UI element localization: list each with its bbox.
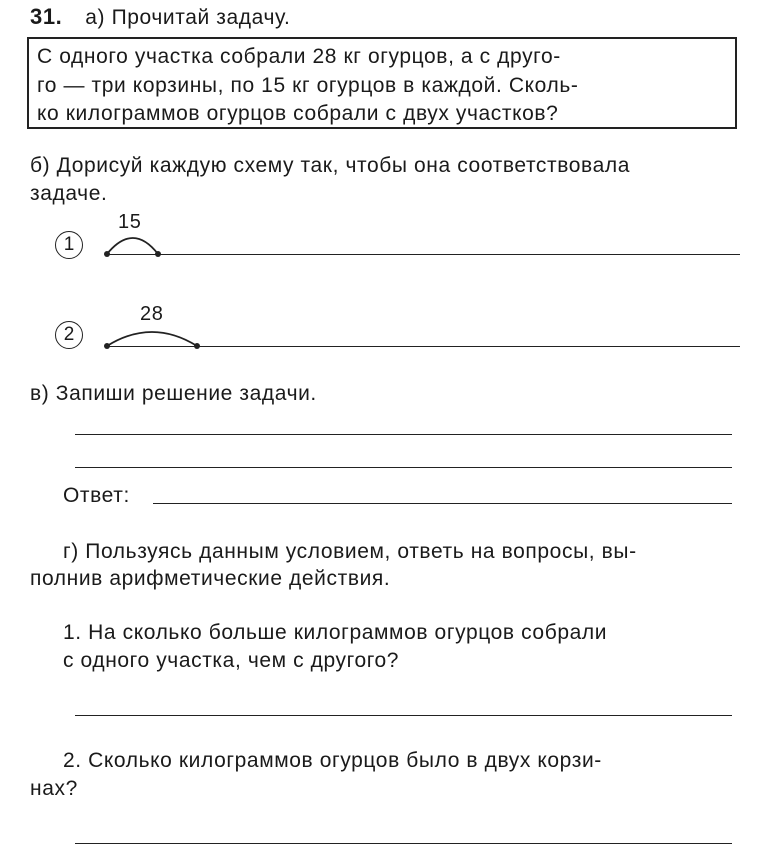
question-2-line-2: нах? [30,777,78,800]
scheme-1-arc-label: 15 [118,211,142,233]
problem-line-3: ко килограммов огурцов собрали с двух участков? [37,102,559,125]
question-2-line-1: 2. Сколько килограммов огурцов было в двух корзи- [63,749,602,772]
answer-line[interactable] [153,503,732,504]
scheme-2-segment-line[interactable] [106,346,740,347]
part-b-line-1: б) Дорисуй каждую схему так, чтобы она соответствовала [30,154,630,177]
question-1-line-1: 1. На сколько больше килограммов огурцов собрали [63,621,608,644]
answer-label: Ответ: [63,484,130,507]
scheme-2-marker: 2 [55,321,83,349]
part-a-label: а) Прочитай задачу. [85,6,291,29]
question-2-answer-line[interactable] [75,843,732,844]
solution-line-2[interactable] [75,467,732,468]
scheme-2-arc [107,332,197,346]
problem-line-1: С одного участка собрали 28 кг огурцов, а с друго- [37,45,561,68]
solution-line-1[interactable] [75,434,732,435]
part-b-line-2: задаче. [30,182,108,205]
problem-line-2: го — три корзины, по 15 кг огурцов в каждой. Сколь- [37,74,579,97]
part-v-label: в) Запиши решение задачи. [30,382,317,405]
part-g-line-2: полнив арифметические действия. [30,567,391,590]
scheme-1-marker: 1 [55,231,83,259]
scheme-2-start-point [104,343,110,349]
part-g-line-1: г) Пользуясь данным условием, ответь на вопросы, вы- [63,540,637,563]
question-1-answer-line[interactable] [75,715,732,716]
question-1-line-2: с одного участка, чем с другого? [63,649,400,672]
scheme-2-mid-point [194,343,200,349]
task-number: 31. [30,4,63,29]
scheme-2-arc-label: 28 [140,303,164,325]
